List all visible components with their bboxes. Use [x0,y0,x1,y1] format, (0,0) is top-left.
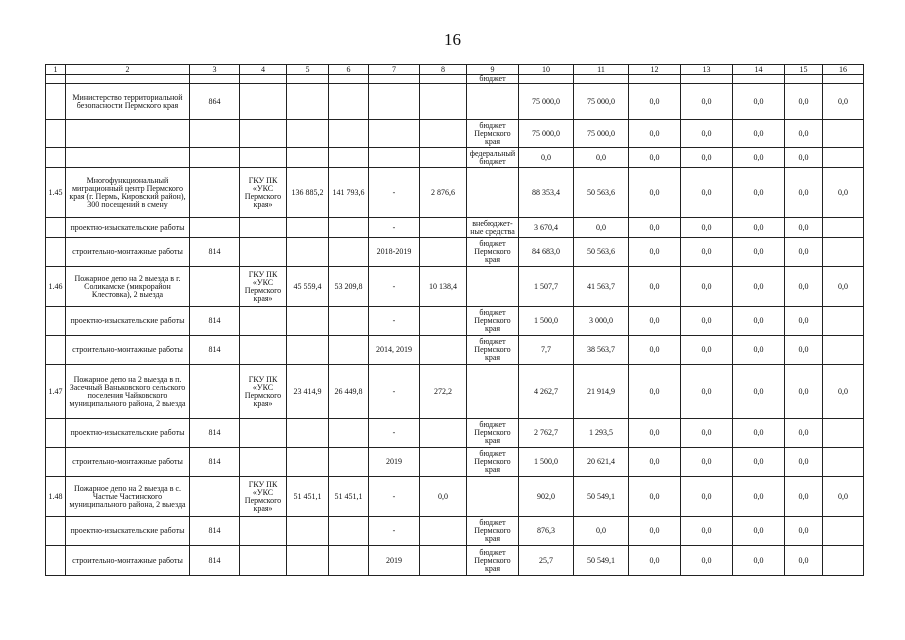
table-cell: 0,0 [733,336,785,365]
table-cell: 0,0 [629,120,681,148]
table-row [46,419,864,448]
budget-table [45,64,864,576]
table-cell [66,75,190,84]
table-cell: 0,0 [574,517,629,546]
table-cell [369,75,420,84]
table-row [46,365,864,419]
table-cell [329,517,369,546]
table-cell [420,517,467,546]
table-cell: - [369,517,420,546]
table-cell: 814 [190,419,240,448]
table-cell [287,75,329,84]
table-cell: 75 000,0 [519,84,574,120]
table-cell: 0,0 [733,148,785,168]
column-header: 10 [519,65,574,75]
table-cell: строительно-монтажные работы [66,448,190,477]
table-cell: бюджет Пермского края [467,120,519,148]
table-cell: ГКУ ПК «УКС Пермского края» [240,365,287,419]
table-cell [420,448,467,477]
table-cell: 41 563,7 [574,267,629,307]
column-header: 11 [574,65,629,75]
column-header: 13 [681,65,733,75]
table-row [46,477,864,517]
table-cell: 814 [190,546,240,576]
table-cell: 0,0 [629,448,681,477]
table-cell: внебюджет-ные средства [467,218,519,238]
table-cell: 1.48 [46,477,66,517]
table-cell [823,75,864,84]
table-cell [287,238,329,267]
table-cell: 0,0 [681,168,733,218]
table-cell [287,148,329,168]
table-cell [190,75,240,84]
table-cell: 864 [190,84,240,120]
table-cell [240,419,287,448]
table-cell [240,120,287,148]
column-header-row [46,65,864,75]
table-cell: 75 000,0 [519,120,574,148]
table-cell [46,120,66,148]
table-cell: 0,0 [733,419,785,448]
table-cell [420,148,467,168]
table-cell: 0,0 [519,148,574,168]
table-cell: 814 [190,517,240,546]
table-cell: бюджет Пермского края [467,448,519,477]
table-cell: 0,0 [681,148,733,168]
table-cell: 50 549,1 [574,546,629,576]
table-row [46,75,864,84]
table-cell [240,238,287,267]
table-cell [329,448,369,477]
table-cell: 38 563,7 [574,336,629,365]
table-cell: 75 000,0 [574,120,629,148]
table-cell [823,307,864,336]
table-row [46,84,864,120]
table-cell: 0,0 [733,120,785,148]
table-cell: 25,7 [519,546,574,576]
table-cell [190,218,240,238]
column-header: 16 [823,65,864,75]
table-cell: 0,0 [681,448,733,477]
table-row [46,546,864,576]
table-cell: 0,0 [629,546,681,576]
column-header: 8 [420,65,467,75]
column-header: 5 [287,65,329,75]
column-header: 9 [467,65,519,75]
table-body [46,65,864,576]
table-cell [329,336,369,365]
table-cell: 0,0 [785,546,823,576]
table-cell: 0,0 [785,336,823,365]
table-cell [420,419,467,448]
table-cell: 0,0 [629,168,681,218]
table-cell: бюджет Пермского края [467,238,519,267]
table-cell: 0,0 [681,546,733,576]
table-cell: Пожарное депо на 2 выезда в с. Частые Частинского муниципального района, 2 выезда [66,477,190,517]
table-cell [46,448,66,477]
table-cell [46,148,66,168]
table-cell: 0,0 [733,448,785,477]
table-cell [46,218,66,238]
table-cell: 0,0 [681,307,733,336]
table-cell: 0,0 [629,419,681,448]
table-cell: 84 683,0 [519,238,574,267]
table-cell: 0,0 [785,517,823,546]
table-cell: 3 670,4 [519,218,574,238]
table-cell: 0,0 [785,307,823,336]
table-cell [574,75,629,84]
table-cell: 0,0 [733,365,785,419]
table-cell [420,546,467,576]
table-cell: 51 451,1 [287,477,329,517]
table-cell: 0,0 [823,365,864,419]
table-cell [46,517,66,546]
table-cell: бюджет Пермского края [467,517,519,546]
table-cell [46,546,66,576]
table-cell: 0,0 [733,307,785,336]
table-cell [420,336,467,365]
table-cell: 0,0 [823,84,864,120]
table-cell: 45 559,4 [287,267,329,307]
table-cell: 0,0 [733,238,785,267]
table-cell: 0,0 [681,84,733,120]
table-cell: 0,0 [681,218,733,238]
table-cell: 26 449,8 [329,365,369,419]
table-cell [190,148,240,168]
table-cell [823,448,864,477]
table-cell: 876,3 [519,517,574,546]
table-cell: 1 500,0 [519,307,574,336]
table-cell: 0,0 [681,365,733,419]
table-cell: ГКУ ПК «УКС Пермского края» [240,477,287,517]
table-cell [629,75,681,84]
table-row [46,218,864,238]
table-cell [420,238,467,267]
table-cell: 0,0 [681,477,733,517]
table-cell: 136 885,2 [287,168,329,218]
table-cell: 0,0 [574,218,629,238]
table-cell: 1 500,0 [519,448,574,477]
table-cell: ГКУ ПК «УКС Пермского края» [240,168,287,218]
table-cell [467,477,519,517]
table-cell [823,218,864,238]
table-cell: 0,0 [823,477,864,517]
table-cell: 53 209,8 [329,267,369,307]
table-cell [823,148,864,168]
table-cell: 2018-2019 [369,238,420,267]
column-header: 15 [785,65,823,75]
table-cell: 0,0 [629,238,681,267]
table-cell [785,75,823,84]
table-row [46,168,864,218]
table-cell: 0,0 [733,84,785,120]
table-cell: 75 000,0 [574,84,629,120]
table-cell: 0,0 [629,307,681,336]
table-cell: 0,0 [681,336,733,365]
table-cell: 51 451,1 [329,477,369,517]
table-cell: 3 000,0 [574,307,629,336]
table-cell: 50 549,1 [574,477,629,517]
table-cell [420,307,467,336]
table-cell: 50 563,6 [574,168,629,218]
column-header: 7 [369,65,420,75]
table-cell: 272,2 [420,365,467,419]
table-cell [240,546,287,576]
table-cell: 0,0 [785,218,823,238]
table-cell [823,120,864,148]
table-cell: 4 262,7 [519,365,574,419]
table-cell: 0,0 [785,448,823,477]
column-header: 6 [329,65,369,75]
table-cell: Пожарное депо на 2 выезда в г. Соликамске (микрорайон Клестовка), 2 выезда [66,267,190,307]
table-cell: 814 [190,336,240,365]
table-cell: бюджет Пермского края [467,419,519,448]
table-cell [46,75,66,84]
table-cell: 0,0 [574,148,629,168]
table-cell [467,84,519,120]
table-cell: 141 793,6 [329,168,369,218]
table-cell [467,365,519,419]
table-cell: проектно-изыскательские работы [66,419,190,448]
table-cell [66,148,190,168]
table-cell: 0,0 [629,336,681,365]
table-cell [329,307,369,336]
table-cell [369,148,420,168]
table-cell [287,517,329,546]
table-row [46,120,864,148]
table-cell: 0,0 [733,517,785,546]
table-cell [287,336,329,365]
table-cell [287,448,329,477]
table-cell: 23 414,9 [287,365,329,419]
table-cell [287,546,329,576]
table-cell [823,546,864,576]
table-cell: 2019 [369,546,420,576]
table-cell: строительно-монтажные работы [66,238,190,267]
table-cell: - [369,168,420,218]
table-row [46,517,864,546]
table-cell [420,75,467,84]
table-cell [733,75,785,84]
table-cell [190,477,240,517]
table-cell [190,267,240,307]
table-cell [240,448,287,477]
table-cell: 21 914,9 [574,365,629,419]
table-cell [823,517,864,546]
table-cell [287,120,329,148]
table-cell: проектно-изыскательские работы [66,517,190,546]
column-header: 2 [66,65,190,75]
table-row [46,448,864,477]
table-cell: федеральный бюджет [467,148,519,168]
table-row [46,238,864,267]
table-cell [240,148,287,168]
table-cell: - [369,218,420,238]
table-cell: 2014, 2019 [369,336,420,365]
table-cell: 0,0 [823,267,864,307]
table-cell: 2 876,6 [420,168,467,218]
table-cell: бюджет Пермского края [467,336,519,365]
table-cell [329,148,369,168]
table-cell: Пожарное депо на 2 выезда в п. Засечный Ваньковского сельского поселения Чайковского муниципального района, 2 выезда [66,365,190,419]
table-cell: 0,0 [681,120,733,148]
table-cell [823,336,864,365]
table-cell: 0,0 [629,148,681,168]
column-header: 4 [240,65,287,75]
table-cell: 1.46 [46,267,66,307]
table-cell: - [369,307,420,336]
table-cell: 0,0 [733,546,785,576]
table-cell: бюджет Пермского края [467,307,519,336]
table-cell: 0,0 [785,120,823,148]
column-header: 14 [733,65,785,75]
table-row [46,307,864,336]
table-cell: 814 [190,448,240,477]
table-cell [46,84,66,120]
table-cell [66,120,190,148]
table-cell: 0,0 [681,419,733,448]
table-cell: 88 353,4 [519,168,574,218]
table-cell [287,307,329,336]
table-cell: 0,0 [629,218,681,238]
table-cell: Многофункциональный миграционный центр Пермского края (г. Пермь, Кировский район), 300 посещений в смену [66,168,190,218]
table-cell [240,307,287,336]
column-header: 12 [629,65,681,75]
table-cell [46,238,66,267]
table-cell: 0,0 [420,477,467,517]
table-cell: 1 507,7 [519,267,574,307]
table-cell [823,419,864,448]
table-cell [329,218,369,238]
table-cell: строительно-монтажные работы [66,336,190,365]
table-cell [519,75,574,84]
table-cell: 10 138,4 [420,267,467,307]
table-cell: - [369,267,420,307]
table-cell: Министерство территориальной безопасности Пермского края [66,84,190,120]
table-cell: 814 [190,238,240,267]
table-cell: 1.47 [46,365,66,419]
column-header: 1 [46,65,66,75]
table-cell: 0,0 [785,419,823,448]
table-cell: 2019 [369,448,420,477]
table-cell: 20 621,4 [574,448,629,477]
table-cell [46,307,66,336]
table-cell: 0,0 [785,238,823,267]
table-cell: ГКУ ПК «УКС Пермского края» [240,267,287,307]
table-cell [46,419,66,448]
table-cell: 902,0 [519,477,574,517]
table-cell: проектно-изыскательские работы [66,218,190,238]
table-cell: 0,0 [785,477,823,517]
table-cell [369,120,420,148]
table-cell [287,84,329,120]
table-cell: 0,0 [785,84,823,120]
table-cell: 0,0 [785,365,823,419]
table-cell [369,84,420,120]
table-cell: 0,0 [681,238,733,267]
table-cell: 0,0 [629,365,681,419]
table-cell: 0,0 [785,168,823,218]
table-cell: 0,0 [629,267,681,307]
table-cell [287,419,329,448]
table-cell [420,120,467,148]
table-cell [240,75,287,84]
table-cell: 0,0 [733,218,785,238]
table-cell [823,238,864,267]
page-number: 16 [444,30,461,49]
table-cell: 1.45 [46,168,66,218]
table-cell [190,120,240,148]
table-cell: строительно-монтажные работы [66,546,190,576]
table-cell [467,267,519,307]
table-cell: 7,7 [519,336,574,365]
table-cell: 0,0 [823,168,864,218]
table-cell [190,168,240,218]
table-row [46,148,864,168]
table-cell: 0,0 [629,477,681,517]
table-cell: 0,0 [733,477,785,517]
table-cell: - [369,365,420,419]
table-cell: 0,0 [681,267,733,307]
table-cell [240,517,287,546]
table-cell [190,365,240,419]
table-cell [46,336,66,365]
table-cell [329,75,369,84]
table-cell [329,120,369,148]
table-cell: 2 762,7 [519,419,574,448]
table-cell: 0,0 [733,168,785,218]
table-cell: бюджет Пермского края [467,546,519,576]
table-cell: - [369,419,420,448]
table-cell [240,84,287,120]
table-cell: 0,0 [629,517,681,546]
table-cell [329,238,369,267]
table-cell: - [369,477,420,517]
table-cell: 1 293,5 [574,419,629,448]
table-cell [329,419,369,448]
table-cell [287,218,329,238]
table-cell: бюджет [467,75,519,84]
table-cell: 0,0 [629,84,681,120]
table-row [46,336,864,365]
table-cell: 0,0 [785,148,823,168]
table-cell [420,84,467,120]
column-header: 3 [190,65,240,75]
table-cell [681,75,733,84]
table-cell [329,84,369,120]
table-cell: 50 563,6 [574,238,629,267]
table-cell [467,168,519,218]
table-cell [329,546,369,576]
table-cell: 814 [190,307,240,336]
table-cell: проектно-изыскательские работы [66,307,190,336]
table-cell [420,218,467,238]
table-cell [240,218,287,238]
table-cell: 0,0 [681,517,733,546]
table-cell: 0,0 [785,267,823,307]
table-cell [240,336,287,365]
table-cell: 0,0 [733,267,785,307]
table-row [46,267,864,307]
